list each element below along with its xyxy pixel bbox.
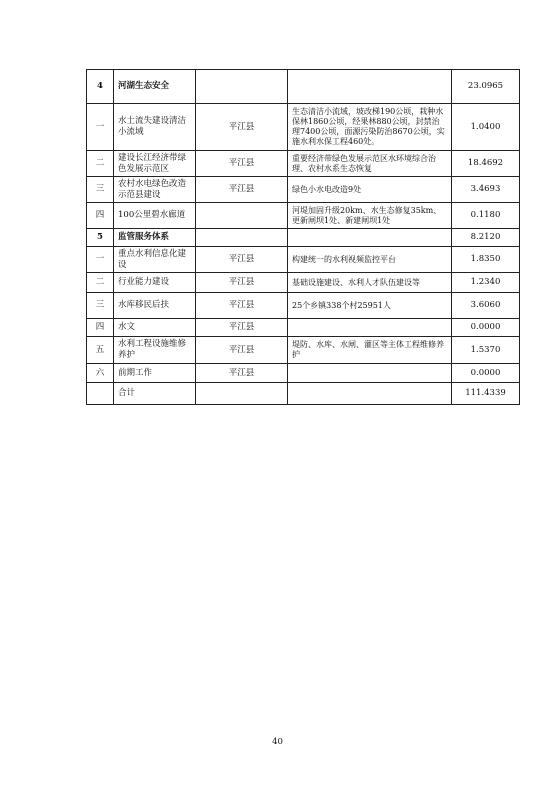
county-cell: 平江县 bbox=[196, 293, 288, 319]
content-cell: 生态清洁小流域，坡改梯190公顷，栽种水保林1860公顷，经果林880公顷，封禁治理7400公顷，面源污染防治8670公顷，实施水利水保工程460处。 bbox=[288, 104, 452, 151]
amount-cell: 1.8350 bbox=[452, 247, 520, 273]
amount-cell: 18.4692 bbox=[452, 151, 520, 177]
project-name: 行业能力建设 bbox=[114, 273, 196, 293]
table-row bbox=[87, 151, 520, 177]
row-number: 四 bbox=[87, 319, 114, 337]
amount-cell: 23.0965 bbox=[452, 70, 520, 104]
content-cell bbox=[288, 70, 452, 104]
content-cell bbox=[288, 319, 452, 337]
content-cell: 河堤加固升级20km、水生态修复35km、更新闸坝1处、新建闸坝1处 bbox=[288, 203, 452, 229]
page-number: 40 bbox=[272, 737, 283, 747]
county-cell bbox=[196, 229, 288, 247]
county-cell bbox=[196, 203, 288, 229]
content-cell: 重要经济带绿色发展示范区水环境综合治理、农村水系生态恢复 bbox=[288, 151, 452, 177]
table-row bbox=[87, 70, 520, 104]
project-name: 水土流失建设清洁小流域 bbox=[114, 104, 196, 151]
project-name: 建设长江经济带绿色发展示范区 bbox=[114, 151, 196, 177]
row-number: 一 bbox=[87, 104, 114, 151]
amount-cell: 0.0000 bbox=[452, 364, 520, 383]
project-name: 前期工作 bbox=[114, 364, 196, 383]
row-number: 五 bbox=[87, 337, 114, 364]
content-cell bbox=[288, 364, 452, 383]
county-cell bbox=[196, 70, 288, 104]
amount-cell: 1.5370 bbox=[452, 337, 520, 364]
county-cell: 平江县 bbox=[196, 151, 288, 177]
table-row bbox=[87, 203, 520, 229]
project-name: 水利工程设施维修养护 bbox=[114, 337, 196, 364]
total-label: 合计 bbox=[114, 383, 196, 405]
table-row bbox=[87, 229, 520, 247]
content-cell: 基础设施建设、水利人才队伍建设等 bbox=[288, 273, 452, 293]
county-cell: 平江县 bbox=[196, 337, 288, 364]
content-cell: 绿色小水电改造9处 bbox=[288, 177, 452, 203]
table-row bbox=[87, 364, 520, 383]
row-number: 二 bbox=[87, 151, 114, 177]
amount-cell: 0.0000 bbox=[452, 319, 520, 337]
project-name: 监管服务体系 bbox=[114, 229, 196, 247]
content-cell: 25个乡镇338个村25951人 bbox=[288, 293, 452, 319]
amount-cell: 0.1180 bbox=[452, 203, 520, 229]
row-number: 三 bbox=[87, 177, 114, 203]
amount-cell: 3.4693 bbox=[452, 177, 520, 203]
county-cell: 平江县 bbox=[196, 177, 288, 203]
amount-cell: 8.2120 bbox=[452, 229, 520, 247]
row-number: 四 bbox=[87, 203, 114, 229]
table-row bbox=[87, 293, 520, 319]
table-row bbox=[87, 247, 520, 273]
project-name: 农村水电绿色改造示范县建设 bbox=[114, 177, 196, 203]
content-cell: 堤防、水库、水闸、灌区等主体工程维修养护 bbox=[288, 337, 452, 364]
project-name: 重点水利信息化建设 bbox=[114, 247, 196, 273]
row-number: 三 bbox=[87, 293, 114, 319]
county-cell: 平江县 bbox=[196, 247, 288, 273]
row-number: 二 bbox=[87, 273, 114, 293]
table-row bbox=[87, 104, 520, 151]
row-number bbox=[87, 383, 114, 405]
project-name: 水文 bbox=[114, 319, 196, 337]
total-amount: 111.4339 bbox=[452, 383, 520, 405]
row-number: 一 bbox=[87, 247, 114, 273]
project-name: 100公里碧水廊道 bbox=[114, 203, 196, 229]
row-number: 4 bbox=[87, 70, 114, 104]
investment-table bbox=[86, 69, 520, 405]
table-row bbox=[87, 177, 520, 203]
amount-cell: 1.2340 bbox=[452, 273, 520, 293]
project-name: 水库移民后扶 bbox=[114, 293, 196, 319]
county-cell: 平江县 bbox=[196, 364, 288, 383]
table-row-total bbox=[87, 383, 520, 405]
content-cell: 构建统一的水利视频监控平台 bbox=[288, 247, 452, 273]
row-number: 5 bbox=[87, 229, 114, 247]
table-row bbox=[87, 337, 520, 364]
content-cell bbox=[288, 229, 452, 247]
row-number: 六 bbox=[87, 364, 114, 383]
project-name: 河湖生态安全 bbox=[114, 70, 196, 104]
table-row bbox=[87, 273, 520, 293]
amount-cell: 3.6060 bbox=[452, 293, 520, 319]
county-cell: 平江县 bbox=[196, 104, 288, 151]
table-row bbox=[87, 319, 520, 337]
amount-cell: 1.0400 bbox=[452, 104, 520, 151]
county-cell: 平江县 bbox=[196, 319, 288, 337]
county-cell: 平江县 bbox=[196, 273, 288, 293]
county-cell bbox=[196, 383, 288, 405]
content-cell bbox=[288, 383, 452, 405]
